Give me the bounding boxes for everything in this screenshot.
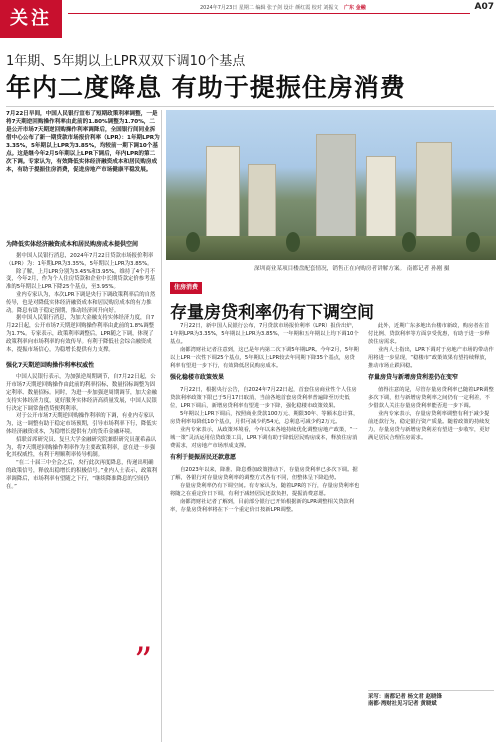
paragraph: 业内专家认为，本次LPR下调是央行下调政策利率后的自然传导，也是对降低实体经济融资成本和居民购房成本的有力推动。降息有助于稳定预期，推动经济回升向好。 [6, 291, 156, 314]
paragraph: “在二十届三中全会之后，央行此次再度降息，传递出明确的政策信号，释放出稳增长的积极信号。”业内人士表示，政策利率调降后，市场利率有望随之下行，“继续降准降息的空间仍在。” [6, 460, 158, 490]
paragraph: 除了解，上月LPR分别为3.45%和3.95%，维持了4个月不变，今年2月，作为个人住房贷款和企业中长期贷款定价参考基准的5年期以上LPR下降25个基点，至3.95%。 [6, 268, 156, 291]
paragraph: 值得注意的是，尽管存量房贷利率已随着LPR调整多次下调，但与新增房贷利率之间仍有一定利差，不少借款人关注存量房贷利率能否进一步下调。 [368, 387, 494, 409]
section-heading: 强化稳楼市政策效果 [170, 374, 225, 381]
subheadline: 1年期、5年期以上LPR双双下调10个基点 [6, 54, 246, 69]
building-shape [248, 164, 276, 242]
building-shape [366, 156, 396, 242]
quote-mark-icon: ” [134, 641, 153, 682]
byline [368, 690, 494, 708]
news-photo [166, 110, 496, 260]
page-meta [200, 4, 366, 11]
date-text: 2024年7月23日 星期二 [200, 5, 254, 11]
section-heading: 存量房贷与新增房贷利差仍在变窄 [368, 374, 459, 381]
ground-shape [166, 236, 496, 260]
paragraph: 此外，近期广东多地出台楼市新政，购房者在首付比例、贷款利率等方面享受优惠，有助于进一步释放住房需求。 [368, 323, 490, 345]
section-heading: 强化7天期逆回购操作利率权威性 [6, 362, 95, 370]
paragraph: 业内专家表示，从政策环境看，今年以来各地持续优化调整房地产政策，“一城一策”灵活运用信贷政策工具，LPR下调有助于降低居民购房成本，释放住房消费需求，对房地产市场形成支撑。 [170, 427, 358, 449]
section-heading: 有利于提振居民还款意愿 [170, 454, 237, 461]
page-header [0, 0, 500, 40]
headline-rule [6, 106, 494, 107]
lead-paragraph: 7月22日早间，中国人民银行宣布了短期政策利率调整，一是将7天期逆回购操作利率由此前的1.80%调整为1.70%，二是公开市场7天期逆回购操作利率调降后，全国银行间同业拆借中心公布了新一期贷款市场报价利率（LPR）：1年期LPR为3.35%，5年期以上LPR为3.85%，均较前一期下调10个基点。这是继今年2月5年期以上LPR下调后，年内LPR的第二次下调。专家认为，有效降低实体经济融资成本和居民购房成本，有助于提振住房消费，促进房地产市场健康平稳发展。 [6, 111, 160, 173]
tree-shape [402, 232, 416, 252]
building-shape [316, 134, 356, 242]
section-title: 存量房贷利率仍有下调空间 [170, 303, 374, 323]
paragraph: 7月22日，新中国人民银行公布，7月贷款市场报价利率（LPR）报价出炉，1年期LPR为3.35%，5年期以上LPR为3.85%，一年期和五年期以上均下调10个基点。 [170, 323, 359, 345]
column-divider [161, 110, 162, 742]
paragraph: 存量房贷利率仍有下调空间。有专家认为，随着LPR的下行，存量房贷利率也将随之在重定价日下调，有利于减轻居民还款负担，提振消费意愿。 [170, 483, 360, 497]
paragraph: 5年期以上LPR下调后，按照商业贷款100万元、期限30年、等额本息计算，房贷利率每降低10个基点，月供可减少约54元，总利息可减少约2万元。 [170, 411, 359, 425]
page-number: A07 [474, 2, 494, 12]
section-tag-2: 住房消费 [170, 282, 202, 294]
paragraph: 自2023年以来，降准、降息叠加政策推动下，存量房贷利率已多次下调。据了解，各银行对存量房贷利率的调整方式各有不同，但整体呈下降趋势。 [170, 467, 358, 481]
header-rule [68, 13, 470, 14]
right-column [368, 322, 494, 686]
middle-column [170, 322, 360, 742]
photo-caption: 深圳商业某项目楼盘配套情况，销售正在向购房者讲解方案。 南都记者 孙刚 摄 [254, 266, 450, 272]
headline: 年内二度降息 有助于提振住房消费 [6, 73, 406, 102]
paragraph: 对于公开市场7天期逆回购操作利率的下调，有业内专家认为，这一调整有助于稳定市场预期，引导市场利率下行，降低实体经济融资成本，为稳增长提供有力的货币金融环境。 [6, 413, 157, 435]
section-heading: 为降低实体经济融资成本和居民购房成本提供空间 [6, 241, 139, 248]
byline-intern: 南都·湾财社见习记者 黄晓斌 [368, 701, 437, 707]
paragraph: 中国人民银行表示，为加强逆周期调节，自7月22日起，公开市场7天期逆回购操作由此前的利率招标，数量招标调整为固定利率、数量招标。同时，为进一步加强逆周期调节，加大金融支持实体经济力度，更好服务实体经济高质量发展，中国人民银行决定下调常备借贷便利利率。 [6, 374, 157, 412]
editors-text: 编辑 张子剑 设计 颜红霞 校对 刘振文 [255, 5, 339, 11]
tree-shape [286, 232, 300, 252]
paragraph: 据中国人民银行消息，为加大金融支持实体经济力度，自7月22日起，公开市场7天期逆回购操作利率由此前的1.8%调整为1.7%。专家表示，政策利率调整后，LPR随之下调，体现了政策利率向市场利率的有效传导。有利于降低社会综合融资成本，提振市场信心，为稳增长提供有力支撑。 [6, 315, 155, 353]
section-tag: 关注 [0, 0, 62, 38]
paragraph: 南都湾财社记者了解到，目前部分银行已开始根据新的LPR调整相关贷款利率，存量房贷利率将在下一个重定价日按新LPR调整。 [170, 499, 355, 513]
paragraph: 南都湾财社记者注意到，这已是年内第二次下调5年期LPR。今年2月，5年期以上LPR一次性下调25个基点，5年期以上LPR较去年同期下降35个基点，房贷利率有望进一步下行，有效降低居民购房成本。 [170, 347, 359, 369]
paragraph: 7月22日，根据央行公告，自2024年7月22日起，首套住房商业性个人住房贷款利率政策下限已于5月17日取消，当前各地首套房贷利率普遍降至历史低位，LPR下调后，新增房贷利率有望进一步下降，强化稳楼市政策效果。 [170, 387, 357, 409]
paragraph: 招联首席研究员、复旦大学金融研究院兼职研究员董希淼认为，将7天期逆回购操作利率作为主要政策利率，意在进一步强化其权威性，有利于理顺利率传导机制。 [6, 436, 157, 459]
byline-reporters: 采写：南都记者 杨文君 赵晓锋 [368, 694, 442, 700]
tree-shape [466, 232, 480, 252]
tree-shape [186, 232, 200, 252]
meta-tag: 广东 金融 [344, 5, 366, 11]
paragraph: 业内专家表示，存量房贷利率调整有利于减少提前还款行为，稳定银行资产质量。随着政策的持续发力，存量房贷与新增房贷利差有望进一步收窄，更好满足居民合理住房需求。 [368, 411, 490, 441]
building-shape [416, 142, 452, 242]
paragraph: 业内人士指出，LPR下调对于房地产市场的带动作用将进一步显现，“稳楼市”政策效果有望持续释放，推动市场止跌回稳。 [368, 347, 494, 369]
paragraph: 据中国人民银行消息，2024年7月22日贷款市场报价利率（LPR）为：1年期LPR为3.35%，5年期以上LPR为3.85%。 [6, 253, 154, 267]
building-shape [206, 146, 240, 242]
